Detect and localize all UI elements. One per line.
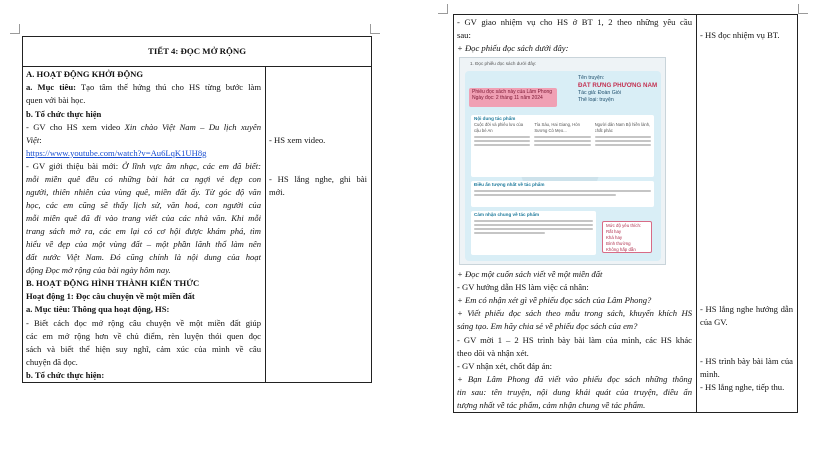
student-activity-cell <box>697 15 798 413</box>
student-response: - HS trình bày bài làm của <box>700 356 793 367</box>
margin-corner-mark <box>798 4 808 14</box>
worksheet-content-section: Nội dung tác phẩm Cuộc đời và phiêu lưu của cậu bé An Tía Sáu, Hai Giang, Hòn Sương Cò Mẹo... Người dân Nam Bộ hiền lành, chất phác <box>471 115 654 177</box>
objective-heading: a. Mục tiêu: Thông qua hoạt động, HS: <box>26 304 170 315</box>
objective-line: các em mở rộng hơn về chủ điểm, rèn luyện thói quen đọc <box>26 330 261 341</box>
guide-instruction: - GV hướng dẫn HS làm việc cá nhân: <box>457 282 589 293</box>
objective-line: a. Mục tiêu: Tạo tâm thế hứng thú cho HS từng bước làm <box>26 82 261 93</box>
presentation-instruction: - GV mời 1 – 2 HS trình bày bài làm của mình, các HS khác <box>457 334 692 345</box>
intro-paragraph: người, thiên nhiên của vùng quê, miền đất ấy. Từ góc độ văn <box>26 186 261 197</box>
presentation-instruction: theo dõi và nhận xét. <box>457 347 529 358</box>
lesson-table-left <box>22 36 372 383</box>
worksheet-book-title: Tên truyện: ĐẤT RỪNG PHƯƠNG NAM Tác giả: Đoàn Giỏi Thể loại: truyện <box>578 75 658 103</box>
intro-paragraph: đất nước Việt Nam. Đó cũng chính là nội dung của hoạt <box>26 252 261 263</box>
question-1: + Em có nhận xét gì về phiếu đọc sách của Lâm Phong? <box>457 295 652 306</box>
intro-paragraph: trang sách mở ra, các em lại có cơ hội được khám phá, tìm <box>26 226 261 237</box>
task-instruction: - GV giao nhiệm vụ cho HS ở BT 1, 2 theo những yêu cầu <box>457 17 692 27</box>
intro-paragraph: động Đọc mở rộng của bài ngày hôm nay. <box>26 265 171 276</box>
task-instruction: sau: <box>457 30 471 41</box>
teacher-activity-cell <box>23 67 266 383</box>
objective-line: sách và biết thể hiện suy nghĩ, cảm xúc của mình về câu <box>26 343 261 354</box>
lesson-table-right <box>453 14 798 413</box>
student-response: - HS lắng nghe, tiếp thu. <box>700 382 785 393</box>
student-response: mình. <box>700 369 720 380</box>
answer-text: + Bạn Lâm Phong đã viết vào phiếu đọc sách những thông <box>457 373 692 384</box>
intro-paragraph: mỗi miền quê đều có những bài hát ca ngợi vẻ đẹp con <box>26 173 261 184</box>
objective-line: - Biết cách đọc mở rộng câu chuyện về một miền đất giúp <box>26 317 261 328</box>
student-response: - HS lắng nghe, ghi bài <box>269 174 368 185</box>
video-instruction: Việt: <box>26 134 42 145</box>
read-worksheet-instruction: + Đọc phiếu đọc sách dưới đây: <box>457 43 569 54</box>
teacher-activity-cell <box>454 15 697 413</box>
student-response: mới. <box>269 187 285 198</box>
worksheet-rating-box: Mức độ yêu thích: Rất hay Khá hay Bình thường Không hấp dẫn <box>602 221 652 253</box>
intro-paragraph: hiểu về đẹp của một vùng đất – một phần lãnh thổ làm nên <box>26 239 261 250</box>
margin-corner-mark <box>438 4 448 14</box>
intro-paragraph: - GV giới thiệu bài mới: Ở lĩnh vực âm nhạc, các em đã biết: <box>26 160 261 171</box>
question-2: sáng tạo. Em hãy chia sẻ về phiếu đọc sách của em? <box>457 321 638 332</box>
youtube-link[interactable]: https://www.youtube.com/watch?v=Au6LqK1UH8g <box>26 147 207 158</box>
conclusion-instruction: - GV nhận xét, chốt đáp án: <box>457 360 553 371</box>
objective-line: chuyện đã đọc. <box>26 356 78 367</box>
organization-heading: b. Tổ chức thực hiện: <box>26 369 105 380</box>
worksheet-impression-section: Điều ấn tượng nhất về tác phẩm <box>471 181 654 207</box>
margin-corner-mark <box>10 24 20 34</box>
intro-paragraph: mỗi miền quê đã đi vào trang viết của các nhà văn. Khi mỗi <box>26 213 261 224</box>
student-response: - HS đọc nhiệm vụ BT. <box>700 30 780 40</box>
section-b-heading: B. HOẠT ĐỘNG HÌNH THÀNH KIẾN THỨC <box>26 278 200 289</box>
worksheet-caption: 1. Đọc phiếu đọc sách dưới đây: <box>470 61 537 67</box>
worksheet-card <box>465 71 661 261</box>
right-page <box>410 0 821 472</box>
objective-line: quen với bài học. <box>26 95 86 106</box>
student-response: - HS xem video. <box>269 135 326 146</box>
read-book-instruction: + Đọc một cuốn sách viết về một miền đất <box>457 269 603 280</box>
intro-paragraph: học, các em cũng sẽ thấy lịch sử, văn hoá, con người của <box>26 199 261 210</box>
answer-text: tượng nhất về tác phẩm, cảm nhận chung về tác phẩm. <box>457 399 646 410</box>
organization-heading: b. Tổ chức thực hiện <box>26 108 102 119</box>
margin-corner-mark <box>370 24 380 34</box>
worksheet-reader-label: Phiếu đọc sách này của Lâm Phong Ngày đọc: 2 tháng 11 năm 2024 <box>469 88 557 107</box>
student-response: - HS lắng nghe hướng dẫn <box>700 304 793 315</box>
left-page <box>0 0 410 472</box>
question-2: + Viết phiếu đọc sách theo mẫu trong sách, khuyến khích HS <box>457 308 692 319</box>
lesson-title: TIẾT 4: ĐỌC MỞ RỘNG <box>23 37 372 67</box>
answer-text: tin sau: tên truyện, nội dung khái quát của truyện, điều ấn <box>457 386 692 397</box>
worksheet-feeling-section: Cảm nhận chung về tác phẩm <box>471 211 596 255</box>
student-response: của GV. <box>700 317 728 328</box>
reading-worksheet-image <box>459 57 666 265</box>
activity-1-heading: Hoạt động 1: Đọc câu chuyện về một miền đất <box>26 291 195 302</box>
student-activity-cell <box>266 67 372 383</box>
section-a-heading: A. HOẠT ĐỘNG KHỞI ĐỘNG <box>26 69 144 80</box>
video-instruction: - GV cho HS xem video Xin chào Việt Nam – Du lịch xuyên <box>26 121 261 132</box>
